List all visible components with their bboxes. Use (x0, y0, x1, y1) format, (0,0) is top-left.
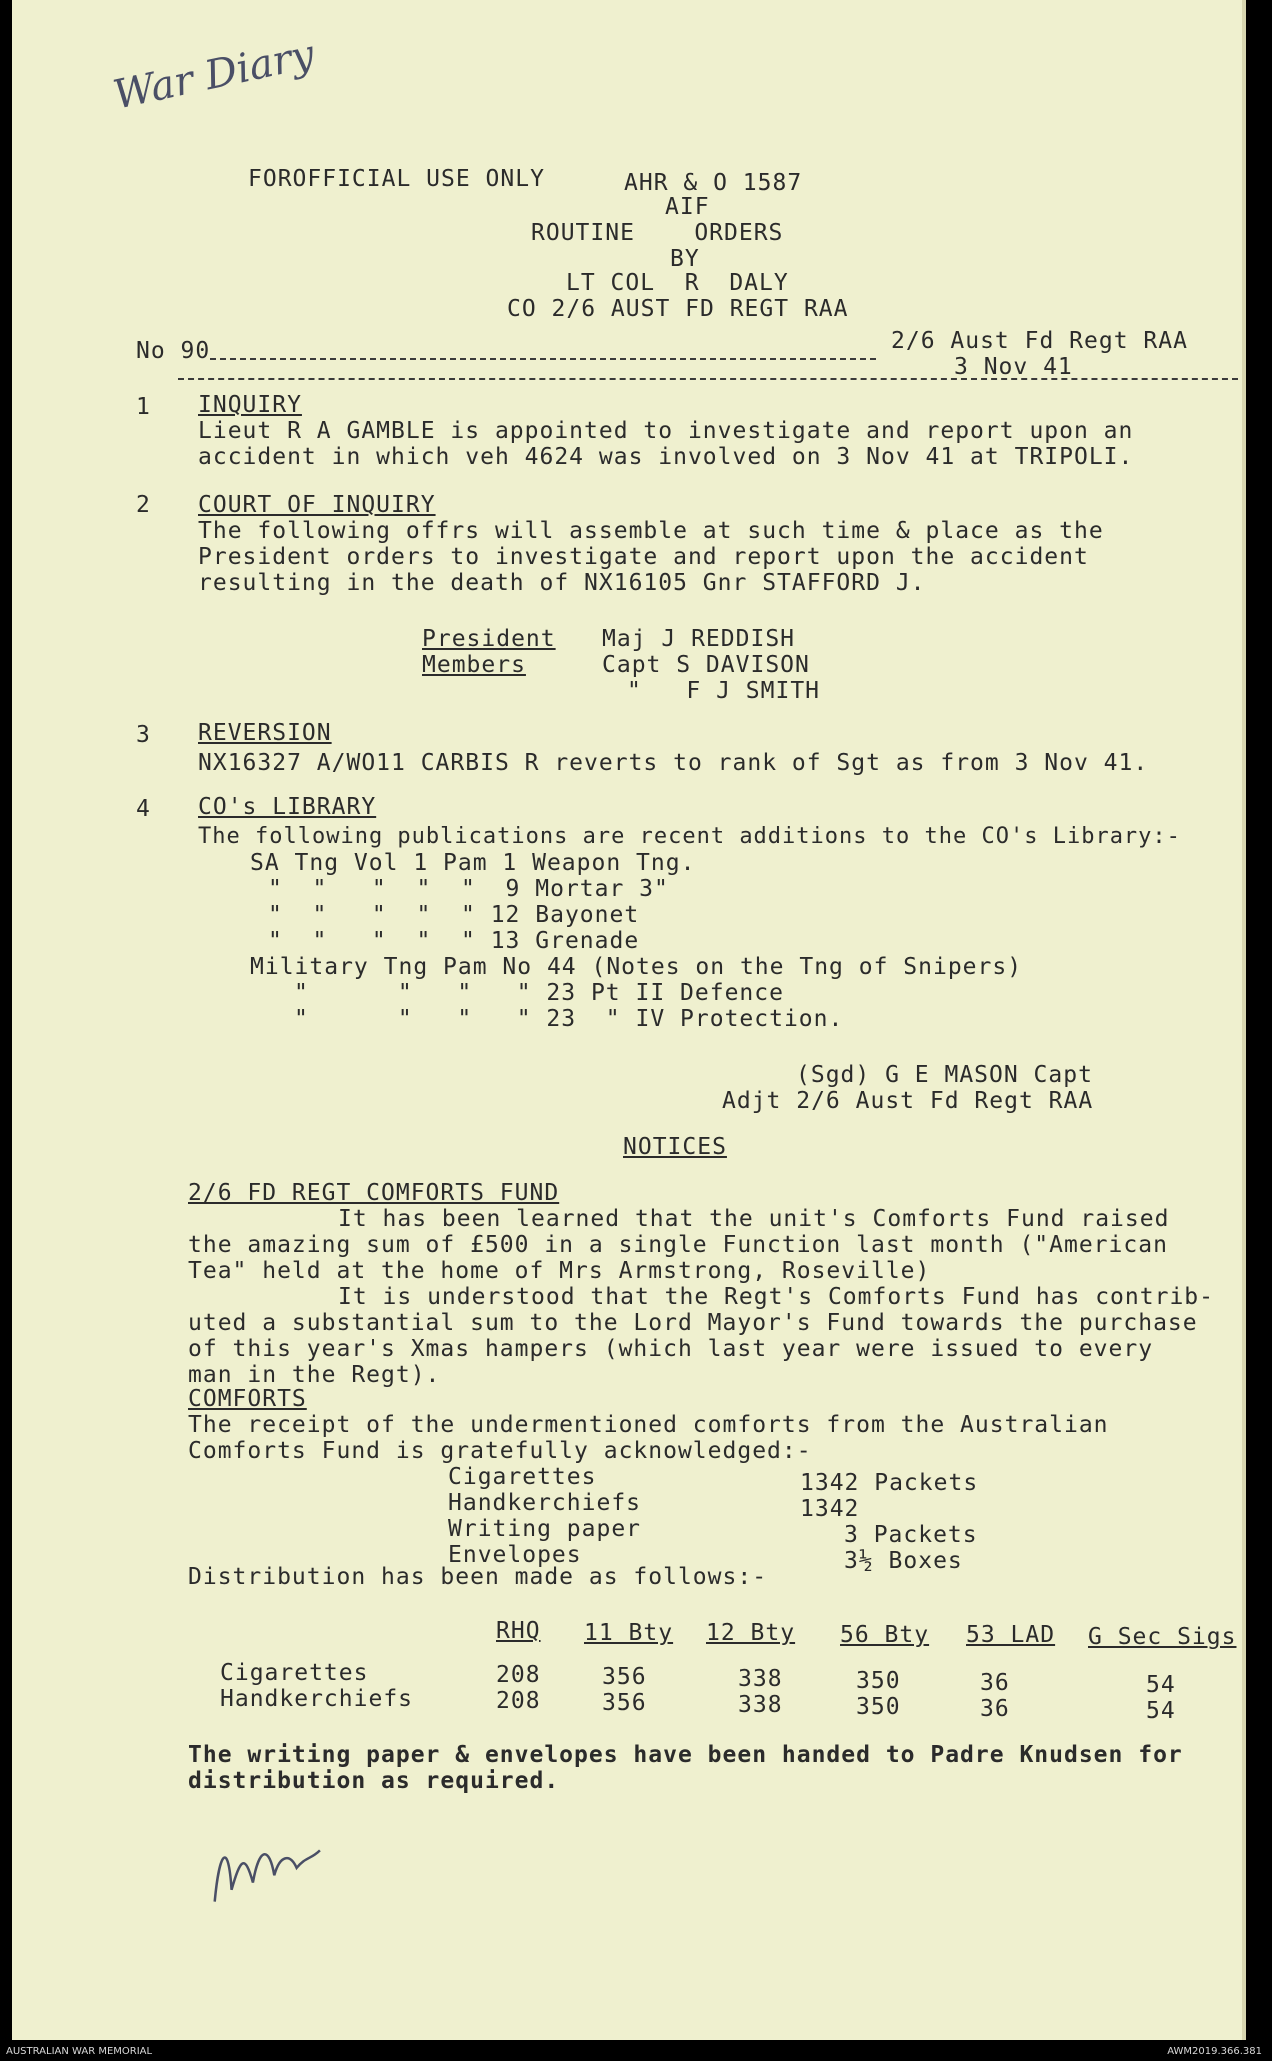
document-page (12, 0, 1246, 2040)
comfort-item-qty: 1342 (800, 1496, 860, 1522)
table-header: G Sec Sigs (1088, 1624, 1237, 1650)
footer-right: AWM2019.366.381 (1167, 2046, 1262, 2057)
initials-signature-icon (197, 1819, 335, 1912)
comforts-fund-title: 2/6 FD REGT COMFORTS FUND (188, 1180, 560, 1206)
signature-line: (Sgd) G E MASON Capt (796, 1062, 1093, 1088)
item-text: President orders to investigate and report upon the accident (198, 544, 1089, 570)
table-cell: 356 (602, 1664, 647, 1690)
comfort-item-qty: 1342 Packets (800, 1470, 979, 1496)
notices-heading: NOTICES (623, 1134, 727, 1160)
library-entry: " " " " 23 Pt II Defence (294, 980, 784, 1006)
item-text: resulting in the death of NX16105 Gnr STAFFORD J. (198, 570, 926, 596)
header-rule-left (210, 358, 876, 360)
handwritten-note: War Diary (109, 31, 319, 119)
paragraph-line: the amazing sum of £500 in a single Function last month ("American (188, 1232, 1168, 1258)
table-header: 56 Bty (840, 1622, 930, 1648)
library-entry: " " " " " 9 Mortar 3" (268, 876, 669, 902)
paragraph-line: of this year's Xmas hampers (which last year were issued to every (188, 1336, 1154, 1362)
paragraph-line: Comforts Fund is gratefully acknowledged:- (188, 1438, 812, 1464)
order-date: 3 Nov 41 (954, 354, 1073, 380)
item-title: REVERSION (198, 720, 332, 746)
table-cell: 350 (856, 1694, 901, 1720)
header-by: BY (670, 246, 700, 272)
item-title: COURT OF INQUIRY (198, 492, 436, 518)
header-unit: CO 2/6 AUST FD REGT RAA (507, 296, 849, 322)
header-aif: AIF (665, 194, 710, 220)
comfort-item-name: Writing paper (448, 1516, 642, 1542)
item-number: 3 (136, 722, 151, 748)
item-text: accident in which veh 4624 was involved on 3 Nov 41 at TRIPOLI. (198, 444, 1134, 470)
comfort-item-name: Handkerchiefs (448, 1490, 642, 1516)
paragraph-line: Tea" held at the home of Mrs Armstrong, Roseville) (188, 1258, 931, 1284)
classification-line: FOROFFICIAL USE ONLY (248, 166, 545, 192)
item-text: NX16327 A/WO11 CARBIS R reverts to rank of Sgt as from 3 Nov 41. (198, 750, 1149, 776)
table-cell: 36 (980, 1696, 1010, 1722)
reference-number: AHR & O 1587 (624, 170, 803, 196)
comfort-item-qty: 3½ Boxes (844, 1548, 963, 1574)
item-number: 4 (136, 796, 151, 822)
library-entry: " " " " 23 " IV Protection. (294, 1006, 844, 1032)
library-entry: Military Tng Pam No 44 (Notes on the Tng of Snipers) (250, 954, 1023, 980)
court-member: " F J SMITH (627, 678, 821, 704)
comfort-item-qty: 3 Packets (844, 1522, 978, 1548)
paragraph-line: It is understood that the Regt's Comforts Fund has contrib- (338, 1284, 1214, 1310)
item-title: CO's LIBRARY (198, 794, 377, 820)
table-cell: 54 (1146, 1672, 1176, 1698)
library-entry: " " " " " 13 Grenade (268, 928, 640, 954)
table-header: 53 LAD (966, 1622, 1056, 1648)
paragraph-line: man in the Regt). (188, 1362, 441, 1388)
table-row-label: Cigarettes (220, 1660, 369, 1686)
table-cell: 350 (856, 1668, 901, 1694)
item-number: 2 (136, 492, 151, 518)
table-header: RHQ (496, 1618, 541, 1644)
table-cell: 36 (980, 1670, 1010, 1696)
paragraph-line: uted a substantial sum to the Lord Mayor's Fund towards the purchase (188, 1310, 1198, 1336)
comfort-item-name: Envelopes (448, 1542, 582, 1568)
table-header: 12 Bty (706, 1620, 796, 1646)
distribution-intro: Distribution has been made as follows:- (188, 1564, 768, 1590)
item-text: Lieut R A GAMBLE is appointed to investigate and report upon an (198, 418, 1134, 444)
table-cell: 54 (1146, 1698, 1176, 1724)
table-header: 11 Bty (584, 1620, 674, 1646)
footer-left: AUSTRALIAN WAR MEMORIAL (6, 2046, 153, 2057)
item-text: The following offrs will assemble at such time & place as the (198, 518, 1104, 544)
header-routine-orders: ROUTINE ORDERS (531, 220, 784, 246)
item-number: 1 (136, 394, 151, 420)
library-entry: " " " " " 12 Bayonet (268, 902, 640, 928)
paragraph-line: The receipt of the undermentioned comforts from the Australian (188, 1412, 1109, 1438)
comforts-title: COMFORTS (188, 1386, 307, 1412)
table-cell: 208 (496, 1688, 541, 1714)
paragraph-line: It has been learned that the unit's Comforts Fund raised (338, 1206, 1170, 1232)
court-member: Capt S DAVISON (602, 652, 810, 678)
court-president: Maj J REDDISH (602, 626, 796, 652)
item-text: The following publications are recent additions to the CO's Library:- (198, 824, 1181, 849)
court-members-label: Members (422, 652, 526, 678)
closing-line: distribution as required. (188, 1768, 560, 1794)
table-cell: 338 (738, 1666, 783, 1692)
court-president-label: President (422, 626, 556, 652)
table-cell: 208 (496, 1662, 541, 1688)
handwritten-initials (197, 1819, 336, 1926)
table-cell: 338 (738, 1692, 783, 1718)
closing-line: The writing paper & envelopes have been handed to Padre Knudsen for (188, 1742, 1183, 1768)
order-number: No 90 (136, 338, 211, 364)
header-rule-right (178, 378, 1238, 380)
header-unit-right: 2/6 Aust Fd Regt RAA (891, 328, 1188, 354)
signature-line: Adjt 2/6 Aust Fd Regt RAA (722, 1088, 1094, 1114)
comfort-item-name: Cigarettes (448, 1464, 597, 1490)
item-title: INQUIRY (198, 392, 302, 418)
header-commander: LT COL R DALY (566, 270, 789, 296)
table-cell: 356 (602, 1690, 647, 1716)
library-entry: SA Tng Vol 1 Pam 1 Weapon Tng. (250, 850, 696, 876)
table-row-label: Handkerchiefs (220, 1686, 414, 1712)
